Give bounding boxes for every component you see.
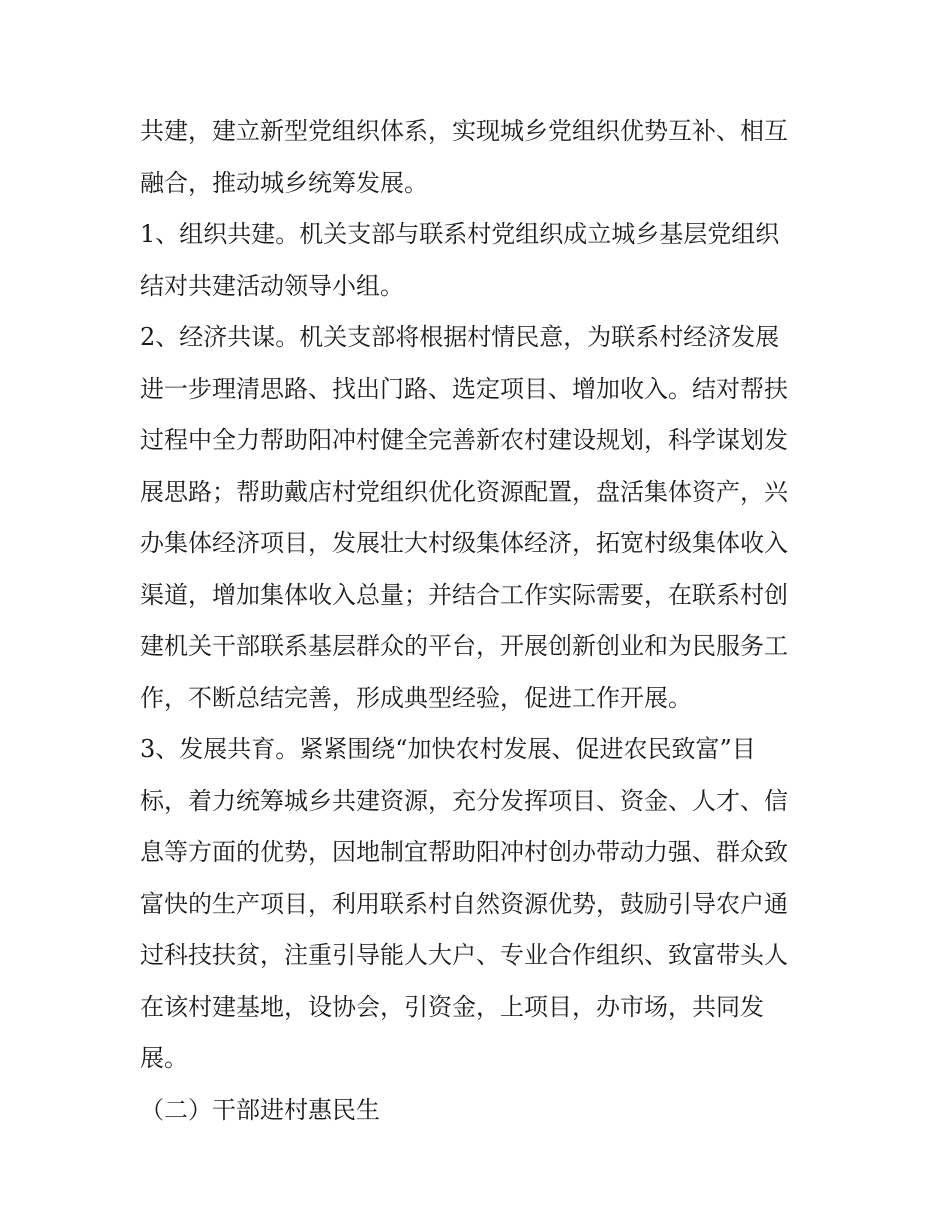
- text-line: 标，着力统筹城乡共建资源，充分发挥项目、资金、人才、信: [140, 786, 788, 815]
- text-line: 3、发展共育。紧紧围绕“加快农村发展、促进农民致富”目: [140, 735, 756, 763]
- text-line: 2、经济共谋。机关支部将根据村情民意，为联系村经济发展: [140, 323, 780, 351]
- text-line: 富快的生产项目，利用联系村自然资源优势，鼓励引导农户通: [140, 889, 788, 918]
- text-line: 过程中全力帮助阳冲村健全完善新农村建设规划，科学谋划发: [140, 426, 788, 454]
- text-line: 展思路；帮助戴店村党组织优化资源配置，盘活集体资产，兴: [140, 477, 788, 506]
- text-line: 在该村建基地，设协会，引资金，上项目，办市场，共同发: [140, 992, 764, 1021]
- text-line: 办集体经济项目，发展壮大村级集体经济，拓宽村级集体收入: [140, 529, 788, 557]
- body-text: [140, 106, 820, 1136]
- text-line: 结对共建活动领导小组。: [140, 271, 404, 300]
- text-line: 1、组织共建。机关支部与联系村党组织成立城乡基层党组织: [140, 220, 780, 248]
- section-heading: （二）干部进村惠民生: [140, 1095, 380, 1124]
- text-line: 展。: [140, 1044, 188, 1072]
- text-line: 过科技扶贫，注重引导能人大户、专业合作组织、致富带头人: [140, 941, 788, 969]
- text-line: 息等方面的优势，因地制宜帮助阳冲村创办带动力强、群众致: [140, 838, 788, 866]
- text-line: 渠道，增加集体收入总量；并结合工作实际需要，在联系村创: [140, 580, 788, 609]
- text-line: 共建，建立新型党组织体系，实现城乡党组织优势互补、相互: [140, 117, 788, 145]
- text-line: 融合，推动城乡统筹发展。: [140, 168, 428, 197]
- text-line: 作，不断总结完善，形成典型经验，促进工作开展。: [140, 683, 692, 712]
- text-line: 建机关干部联系基层群众的平台，开展创新创业和为民服务工: [140, 632, 788, 660]
- text-line: 进一步理清思路、找出门路、选定项目、增加收入。结对帮扶: [140, 374, 788, 403]
